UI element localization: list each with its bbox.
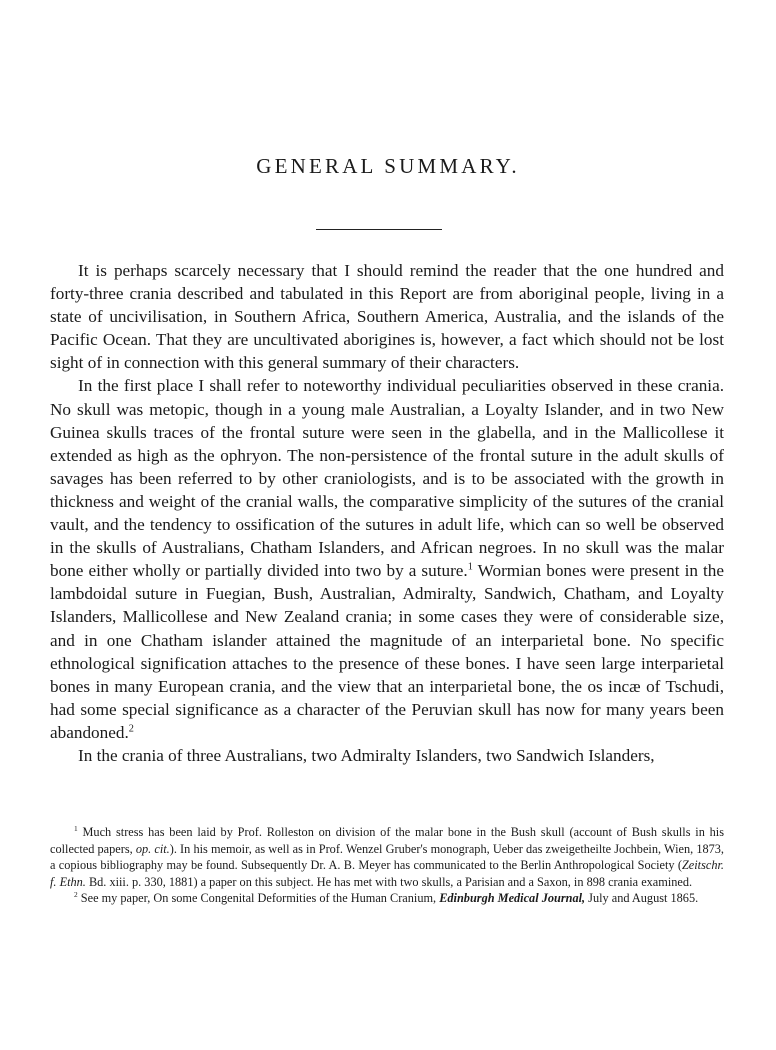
footnote-1-text-b: ). In his memoir, as well as in Prof. Wenzel Gruber's monograph, Ueber das zweigetheilte Jochbein, Wien, 1873, a copious bibliography may be found. Subsequently Dr. A. B. Meyer has communicated to the Berlin Anthropological Society ( <box>50 841 724 873</box>
paragraph-intro: It is perhaps scarcely necessary that I should remind the reader that the one hundred and forty-three crania described and tabulated in this Report are from aboriginal people, living in a state of uncivilisation, in Southern Africa, Southern America, Australia, and the islands of the Pacific Ocean. That they are uncultivated aborigines is, however, a fact which should not be lost sight of in connection with this general summary of their characters. <box>50 261 724 373</box>
footnote-2-text-b: July and August 1865. <box>585 891 699 906</box>
footnote-1-citation: op. cit. <box>135 841 170 856</box>
paragraph-crania-continued: In the crania of three Australians, two Admiralty Islanders, two Sandwich Islanders, <box>78 745 655 765</box>
page-title: GENERAL SUMMARY. <box>256 154 520 178</box>
paragraph-peculiarities <box>50 374 724 744</box>
footnotes <box>50 824 724 907</box>
footnote-2-mark: 2 <box>74 890 78 900</box>
footnote-1-text-a: Much stress has been laid by Prof. Rolleston on division of the malar bone in the Bush skull (account of Bush skulls in his collected papers, <box>50 825 724 856</box>
footnote-ref-1: 1 <box>467 561 473 573</box>
paragraph-peculiarities-part2: Wormian bones were present in the lambdoidal suture in Fuegian, Bush, Australian, Admiralty, Sandwich, Chatham, and Loyalty Islanders, Mallicollese and New Zealand crania; in some cases they were of considerable size, and in one Chatham islander attained the magnitude of an interparietal bone. No specific ethnological signification attaches to the presence of these bones. I have seen large interparietal bones in many European crania, and the view that an interparietal bone, the os incæ of Tschudi, had some special significance as a character of the Peruvian skull has now for many years been abandoned. <box>50 561 724 742</box>
paragraph-peculiarities-part1: In the first place I shall refer to noteworthy individual peculiarities observed in these crania. No skull was metopic, though in a young male Australian, a Loyalty Islander, and in two New Guinea skulls traces of the frontal suture were seen in the glabella, and in the Mallicollese it extended as high as the ophryon. The non-persistence of the frontal suture in the adult skulls of savages has been referred to by other craniologists, and is to be associated with the growth in thickness and weight of the cranial walls, the comparative simplicity of the sutures of the cranial vault, and the tendency to ossification of the sutures in adult life, which can so well be observed in the skulls of Australians, Chatham Islanders, and African negroes. In no skull was the malar bone either wholly or partially divided into two by a suture. <box>50 376 724 581</box>
footnote-2-text-a: See my paper, On some Congenital Deformities of the Human Cranium, <box>80 891 440 906</box>
footnote-ref-2: 2 <box>128 723 134 735</box>
body-text <box>50 259 724 767</box>
footnote-1-text-c: Bd. xiii. p. 330, 1881) a paper on this subject. He has met with two skulls, a Parisian and a Saxon, in 898 crania examined. <box>85 874 693 889</box>
footnote-1 <box>50 824 724 890</box>
footnote-2-journal: Edinburgh Medical Journal, <box>439 891 586 906</box>
footnote-2 <box>50 890 724 907</box>
footnote-1-mark: 1 <box>74 823 78 833</box>
title-rule <box>316 229 442 230</box>
footnote-1-journal: Zeitschr. f. Ethn. <box>50 858 724 889</box>
